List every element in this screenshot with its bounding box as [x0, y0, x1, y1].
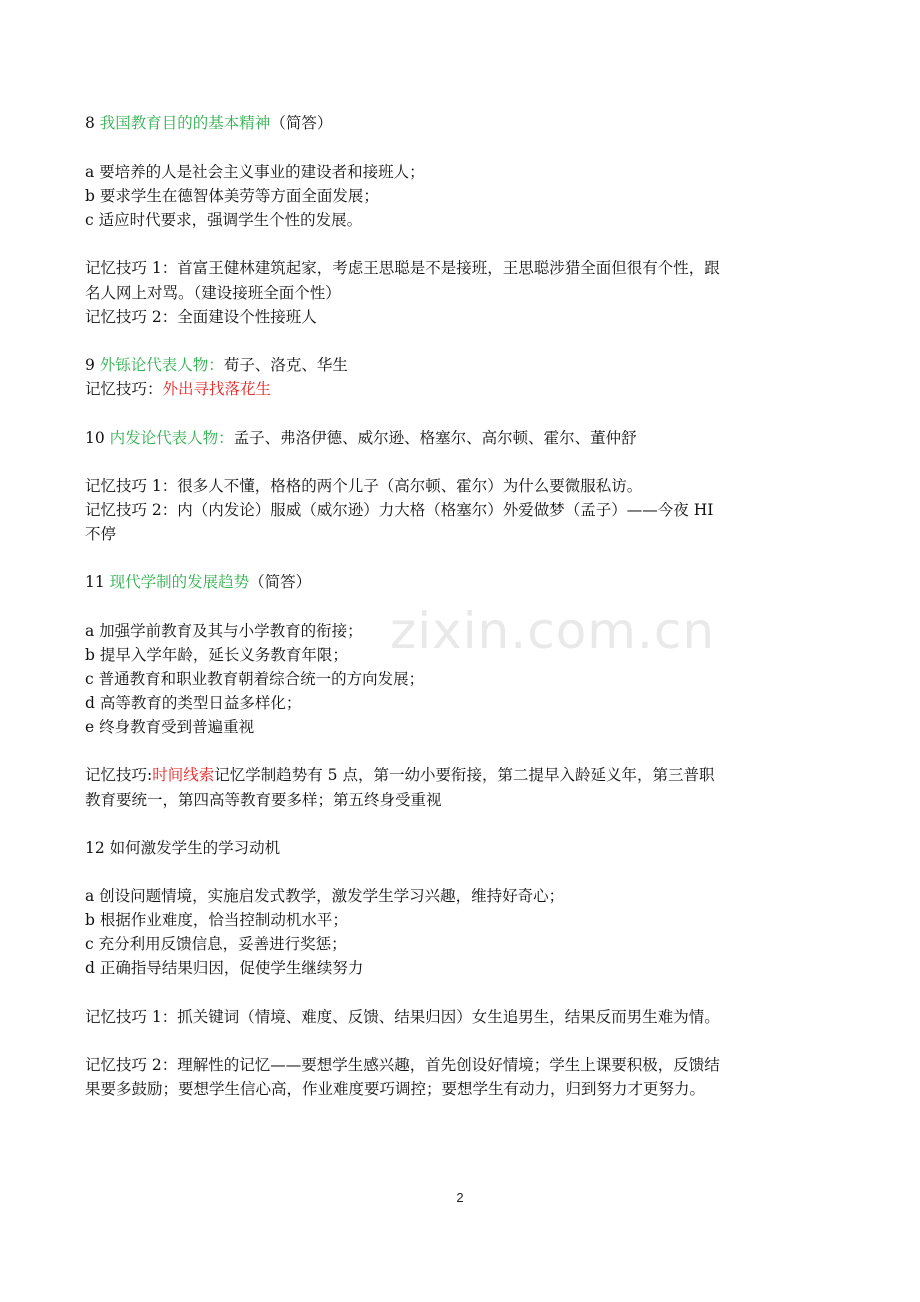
heading-12: 12 如何激发学生的学习动机 — [85, 839, 281, 857]
item-8b: b 要求学生在德智体美劳等方面全面发展； — [85, 187, 379, 205]
tip-10-2-line1: 记忆技巧 2：内（内发论）服威（威尔逊）力大格（格塞尔）外爱做梦（孟子）——今夜 HI — [85, 501, 714, 519]
tip-11-line2: 教育要统一，第四高等教育要多样；第五终身受重视 — [85, 791, 442, 809]
heading-8: 8 我国教育目的的基本精神（简答） — [85, 114, 333, 132]
page-number: 2 — [456, 1190, 464, 1205]
heading-9: 9 外铄论代表人物：荀子、洛克、华生 — [85, 356, 348, 374]
heading-8-title: 我国教育目的的基本精神 — [99, 114, 271, 132]
item-11a: a 加强学前教育及其与小学教育的衔接； — [85, 622, 363, 640]
tip-11-line1: 记忆技巧:时间线索记忆学制趋势有 5 点，第一幼小要衔接，第二提早入龄延义年，第三普职 — [85, 766, 715, 784]
item-11e: e 终身教育受到普遍重视 — [85, 718, 255, 736]
watermark: zixin.com.cn — [390, 602, 716, 660]
item-8c: c 适应时代要求，强调学生个性的发展。 — [85, 211, 363, 229]
tip-12-2-line2: 果要多鼓励；要想学生信心高，作业难度要巧调控；要想学生有动力，归到努力才更努力。 — [85, 1080, 706, 1098]
heading-11: 11 现代学制的发展趋势（简答） — [85, 573, 312, 591]
heading-9-title: 外铄论代表人物： — [99, 356, 224, 374]
item-11d: d 高等教育的类型日益多样化； — [85, 694, 302, 712]
tip-10-1: 记忆技巧 1：很多人不懂，格格的两个儿子（高尔顿、霍尔）为什么要微服私访。 — [85, 477, 643, 495]
tip-8-2: 记忆技巧 2：全面建设个性接班人 — [85, 308, 317, 326]
item-12d: d 正确指导结果归因，促使学生继续努力 — [85, 959, 364, 977]
tip-9-highlight: 外出寻找落花生 — [162, 380, 272, 398]
item-12b: b 根据作业难度，恰当控制动机水平； — [85, 911, 348, 929]
item-12a: a 创设问题情境，实施启发式教学，激发学生学习兴趣，维持好奇心； — [85, 887, 565, 905]
heading-11-title: 现代学制的发展趋势 — [109, 573, 250, 591]
item-12c: c 充分利用反馈信息，妥善进行奖惩； — [85, 935, 347, 953]
item-8a: a 要培养的人是社会主义事业的建设者和接班人； — [85, 163, 425, 181]
tip-8-1-line1: 记忆技巧 1：首富王健林建筑起家，考虑王思聪是不是接班，王思聪涉猎全面但很有个性，跟 — [85, 259, 720, 277]
tip-11-highlight: 时间线索 — [152, 766, 215, 784]
tip-8-1-line2: 名人网上对骂。（建设接班全面个性） — [85, 284, 341, 302]
tip-12-2-line1: 记忆技巧 2：理解性的记忆——要想学生感兴趣，首先创设好情境；学生上课要积极，反馈结 — [85, 1056, 720, 1074]
item-11c: c 普通教育和职业教育朝着综合统一的方向发展； — [85, 670, 425, 688]
tip-10-2-line2: 不停 — [85, 525, 117, 543]
tip-12-1: 记忆技巧 1：抓关键词（情境、难度、反馈、结果归因）女生追男生，结果反而男生难为情。 — [85, 1008, 720, 1026]
item-11b: b 提早入学年龄，延长义务教育年限； — [85, 646, 348, 664]
heading-10: 10 内发论代表人物：孟子、弗洛伊德、威尔逊、格塞尔、高尔顿、霍尔、董仲舒 — [85, 429, 637, 447]
tip-9: 记忆技巧：外出寻找落花生 — [85, 380, 272, 398]
heading-10-title: 内发论代表人物： — [109, 429, 234, 447]
